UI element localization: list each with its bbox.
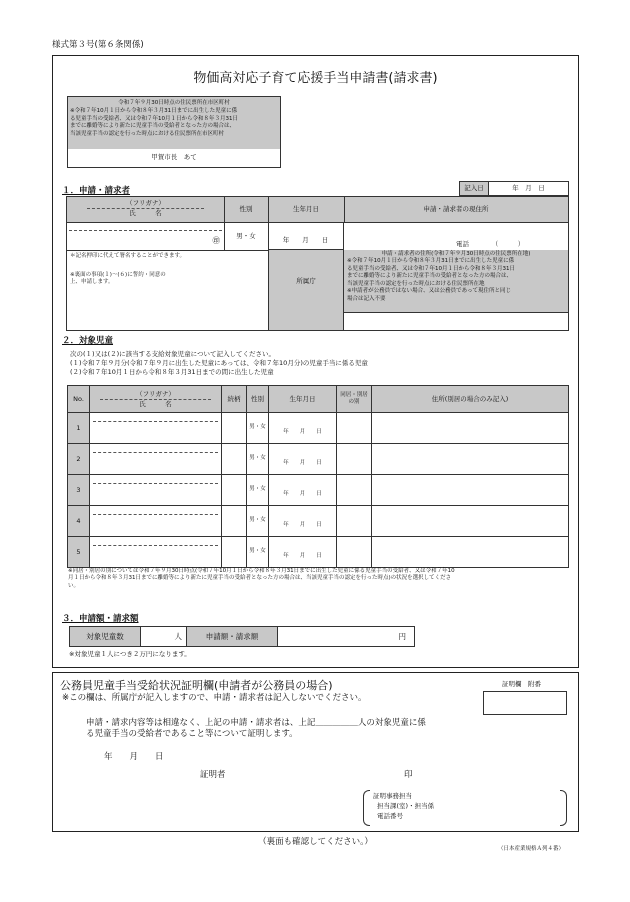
children-table: [67, 385, 569, 568]
entry-date: 記入日 年 月 日: [459, 181, 569, 196]
child-name-field[interactable]: [90, 444, 222, 475]
col-gender: 性別: [247, 386, 269, 413]
child-gender-field[interactable]: 男・女: [247, 506, 269, 537]
child-gender-field[interactable]: 男・女: [247, 475, 269, 506]
seal-mark: ㊞: [212, 236, 220, 245]
applicant-table: （フリガナ） 氏 名 性別 生年月日 申請・請求者の現住所 ㊞ 男・女 年 月 日 電話 （ ） ＊記名押印に代えて署名することができます。 ※裏面の事項(１)～(６)に誓約・同意の 上、申請します。 所属庁 申請・請求者の住所(令和７年９月30日時点の住民票所在地) ※令和７年10月１日から令和８年３月31日までに出生した児童に係 る児童手当の受給者、又は令和７年10月１日から令和８年３月31日 までに離婚等により新たに児童手当の受給者となった方の場合は、 当該児童手当の認定を行った時点における住民票所在地 ※申請者が公務員ではない場合、又は公務員であって現住所と同じ 場合は記入不要: [66, 196, 569, 331]
child-dob-field[interactable]: 年 月 日: [269, 537, 337, 568]
amount-note: ※対象児童１人につき２万円になります。: [69, 650, 191, 658]
certificate-date[interactable]: 年 月 日: [104, 752, 164, 762]
form-number: 様式第３号(第６条関係): [52, 40, 144, 50]
stamp-label: 証明欄 附番: [502, 680, 541, 688]
child-relation-field[interactable]: [222, 444, 247, 475]
phone-label: 電話 （ ）: [456, 240, 525, 248]
form-title: 物価高対応子育て応援手当申請書(請求書): [193, 71, 438, 86]
child-cohab-field[interactable]: [337, 506, 372, 537]
child-count-field[interactable]: 人: [141, 627, 187, 646]
child-cohab-field[interactable]: [337, 444, 372, 475]
child-row: 4 男・女 年 月 日: [68, 506, 569, 537]
child-name-field[interactable]: [90, 475, 222, 506]
child-dob-field[interactable]: 年 月 日: [269, 444, 337, 475]
amount-label: 申請額・請求額: [187, 627, 278, 646]
amount-table: [69, 626, 415, 647]
child-address-field[interactable]: [372, 413, 569, 444]
child-dob-field[interactable]: 年 月 日: [269, 506, 337, 537]
col-address: 住所(別居の場合のみ記入): [372, 386, 569, 413]
child-gender-field[interactable]: 男・女: [247, 444, 269, 475]
col-relation: 続柄: [222, 386, 247, 413]
office-field[interactable]: [344, 313, 568, 330]
child-count-label: 対象児童数: [70, 627, 141, 646]
child-dob-field[interactable]: 年 月 日: [269, 475, 337, 506]
child-row: 3 男・女 年 月 日: [68, 475, 569, 506]
child-gender-field[interactable]: 男・女: [247, 413, 269, 444]
addressee-box: [67, 96, 281, 168]
child-relation-field[interactable]: [222, 537, 247, 568]
section2-intro: 次の(１)又は(２)に該当する支給対象児童について記入してください。 (１)令和７年９月分(令和７年９月に出生した児童にあっては、令和７年10月分)の児童手当に係る児童 (２)令和７年10月１日から令和８年３月31日までの間に出生した児童: [70, 350, 368, 376]
child-row: 5 男・女 年 月 日: [68, 537, 569, 568]
certificate-body: 申請・請求内容等は相違なく、上記の申請・請求者は、上記＿＿＿＿＿人の対象児童に係 る児童手当の受給者であること等について証明します。: [86, 718, 426, 740]
stamp-number-box[interactable]: [483, 691, 567, 715]
child-row: 1 男・女 年 月 日: [68, 413, 569, 444]
col-no: No.: [68, 386, 90, 413]
child-relation-field[interactable]: [222, 413, 247, 444]
contact-bracket: 証明事務担当 担当課(室)・担当係 電話番号: [363, 790, 567, 826]
applicant-address-field[interactable]: [344, 222, 568, 251]
applicant-dob-field[interactable]: 年 月 日: [268, 222, 344, 250]
child-address-field[interactable]: [372, 444, 569, 475]
paper-size: （日本産業規格Ａ列４番）: [498, 846, 565, 852]
child-cohab-field[interactable]: [337, 413, 372, 444]
certificate-title: 公務員児童手当受給状況証明欄(申請者が公務員の場合): [60, 679, 333, 692]
child-cohab-field[interactable]: [337, 475, 372, 506]
child-relation-field[interactable]: [222, 506, 247, 537]
col-dob: 生年月日: [269, 386, 337, 413]
child-address-field[interactable]: [372, 537, 569, 568]
certificate-notice: ※この欄は、所属庁が記入しますので、申請・請求者は記入しないでください。: [62, 693, 367, 703]
office-label: 所属庁: [268, 250, 344, 330]
certifier-label: 証明者: [200, 770, 226, 780]
addressee-header: 令和７年９月30日時点の住民票所在市区町村: [118, 100, 230, 106]
child-dob-field[interactable]: 年 月 日: [269, 413, 337, 444]
child-name-field[interactable]: [90, 537, 222, 568]
back-note: （裏面も確認してください。）: [258, 837, 373, 847]
section2-heading: ２．対象児童: [62, 336, 114, 346]
child-address-field[interactable]: [372, 475, 569, 506]
amount-field[interactable]: 円: [398, 632, 406, 641]
child-name-field[interactable]: [90, 506, 222, 537]
child-name-field[interactable]: [90, 413, 222, 444]
section3-heading: ３．申請額・請求額: [62, 614, 139, 624]
applicant-name-field[interactable]: [67, 222, 225, 251]
child-cohab-field[interactable]: [337, 537, 372, 568]
child-row: 2 男・女 年 月 日: [68, 444, 569, 475]
section1-heading: １．申請・請求者: [62, 186, 131, 196]
certifier-seal: 印: [404, 770, 413, 780]
col-cohabitation: 同居・別居 の別: [337, 386, 372, 413]
entry-date-field[interactable]: 年 月 日: [512, 184, 545, 192]
addressee-note: ※令和７年10月１日から令和８年３月31日までに出生した児童に係 る児童手当の受給者、又は令和７年10月１日から令和８年３月31日 までに離婚等により新たに児童手当の受給者となった方の場合は、 当該児童手当の認定を行った時点における住民票所在市区町村: [70, 108, 238, 137]
child-gender-field[interactable]: 男・女: [247, 537, 269, 568]
mayor-addressee: 甲賀市長 あて: [151, 153, 197, 161]
signature-note: ＊記名押印に代えて署名することができます。: [70, 253, 186, 259]
child-address-field[interactable]: [372, 506, 569, 537]
office-note: 申請・請求者の住所(令和７年９月30日時点の住民票所在地) ※令和７年10月１日から令和８年３月31日までに出生した児童に係 る児童手当の受給者、又は令和７年10月１日から令和８年３月31日 までに離婚等により新たに児童手当の受給者となった方の場合は、 当該児童手当の認定を行った時点における住民票所在地 ※申請者が公務員ではない場合、又は公務員であって現住所と同じ 場合は記入不要: [344, 250, 568, 313]
consent-note: ※裏面の事項(１)～(６)に誓約・同意の 上、申請します。: [70, 272, 166, 286]
applicant-gender-field[interactable]: 男・女: [224, 222, 269, 251]
col-name: （フリガナ） 氏 名: [90, 386, 222, 413]
child-relation-field[interactable]: [222, 475, 247, 506]
section2-footnote: ※同居・別居の別については令和７年９月30日時点(令和７年10月１日から令和８年３月31日までに出生した児童に係る児童手当の受給者、又は令和７年10 月１日から令和８年３月31日までに離婚等により新たに児童手当の受給者となった方の場合は、当該児童手当の認定を行った時点)の状況を選択してくださ い。: [68, 568, 455, 589]
